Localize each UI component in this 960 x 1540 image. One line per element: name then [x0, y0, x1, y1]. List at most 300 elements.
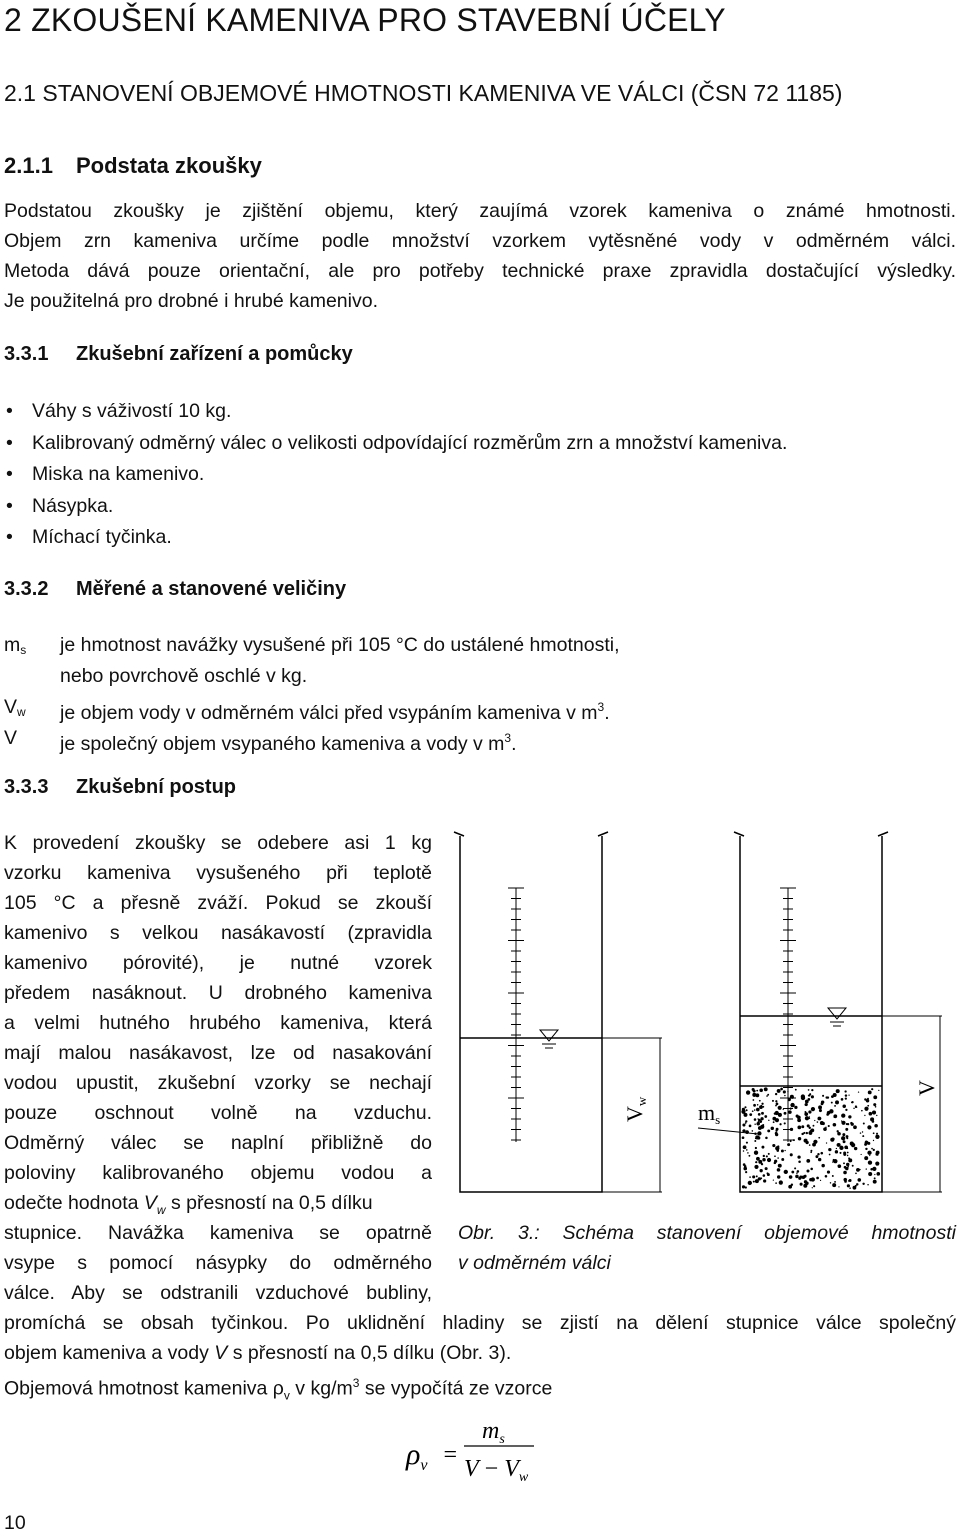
aggregate-grain — [811, 1089, 813, 1091]
aggregate-grain — [761, 1146, 764, 1149]
aggregate-grain — [834, 1105, 836, 1107]
aggregate-grain — [779, 1180, 783, 1184]
aggregate-grain — [847, 1166, 849, 1168]
aggregate-grain — [781, 1158, 784, 1161]
aggregate-grain — [745, 1122, 747, 1124]
procedure-line: poloviny kalibrovaného objemu vodou a — [4, 1162, 432, 1184]
procedure-line: mají malou nasákavost, lze od nasakování — [4, 1042, 432, 1064]
intro-paragraph — [4, 196, 956, 316]
aggregate-grain — [756, 1122, 759, 1125]
subsection-number: 3.3.1 — [4, 343, 49, 365]
procedure-line: předem nasáknout. U drobného kameniva — [4, 982, 432, 1004]
aggregate-grain — [876, 1135, 877, 1136]
aggregate-grain — [804, 1111, 806, 1113]
aggregate-grain — [869, 1155, 870, 1156]
aggregate-grain — [756, 1157, 760, 1161]
aggregate-grain — [830, 1182, 831, 1183]
aggregate-grain — [743, 1145, 747, 1149]
aggregate-grain — [774, 1155, 776, 1157]
symbol: $V_w$ — [4, 696, 26, 719]
intro-line: Je použitelná pro drobné i hrubé kamenivo. — [4, 290, 378, 312]
intro-line: Objem zrn kameniva určíme podle množství vzorkem vytěsněné vody v odměrném válci. — [4, 230, 956, 252]
cylinder-diagram — [440, 822, 956, 1212]
aggregate-grain — [816, 1177, 819, 1180]
aggregate-grain — [795, 1175, 799, 1179]
aggregate-grain — [775, 1093, 777, 1095]
subsection-heading-quantities — [4, 578, 346, 601]
aggregate-grain — [835, 1150, 838, 1153]
aggregate-grain — [818, 1158, 821, 1161]
aggregate-grain — [843, 1171, 847, 1175]
aggregate-grain — [853, 1108, 854, 1109]
formula-lhs: $\rho_v$ — [406, 1438, 428, 1474]
subsection-title: Zkušební zařízení a pomůcky — [76, 343, 353, 365]
aggregate-grain — [848, 1095, 849, 1096]
aggregate-grain — [800, 1183, 803, 1186]
aggregate-grain — [862, 1135, 864, 1137]
aggregate-grain — [784, 1112, 787, 1115]
aggregate-grain — [748, 1181, 752, 1185]
aggregate-grain — [774, 1112, 776, 1114]
aggregate-grain — [832, 1183, 836, 1187]
aggregate-grain — [811, 1177, 815, 1181]
aggregate-grain — [766, 1155, 768, 1157]
aggregate-grain — [756, 1175, 758, 1177]
aggregate-grain — [772, 1144, 775, 1147]
aggregate-grain — [804, 1112, 808, 1116]
aggregate-grain — [867, 1125, 871, 1129]
procedure-line: Objemová hmotnost kameniva $\rho_v$ v $kg/m^3$ se vypočítá ze vzorce — [4, 1376, 553, 1403]
aggregate-grain — [873, 1095, 877, 1099]
aggregate-grain — [848, 1158, 852, 1162]
aggregate-grain — [784, 1150, 785, 1151]
aggregate-grain — [755, 1147, 757, 1149]
aggregate-grain — [752, 1130, 754, 1132]
aggregate-grain — [742, 1136, 745, 1139]
aggregate-grain — [759, 1100, 761, 1102]
aggregate-grain — [768, 1120, 769, 1121]
aggregate-grain — [748, 1155, 750, 1157]
aggregate-grain — [781, 1149, 784, 1152]
aggregate-grain — [861, 1110, 863, 1112]
aggregate-grain — [797, 1155, 800, 1158]
aggregate-grain — [874, 1177, 876, 1179]
formula-numerator: $m_s$ — [482, 1418, 505, 1447]
aggregate-grain — [746, 1109, 748, 1111]
aggregate-grain — [841, 1120, 842, 1121]
aggregate-grain — [829, 1109, 833, 1113]
subsection-heading-principle — [4, 153, 262, 179]
aggregate-grain — [821, 1102, 824, 1105]
aggregate-grain — [873, 1149, 875, 1151]
aggregate-grain — [872, 1167, 876, 1171]
aggregate-grain — [777, 1157, 779, 1159]
list-item: • Kalibrovaný odměrný válec o velikosti odpovídající rozměrům zrn a množství kameniva. — [4, 428, 787, 460]
aggregate-grain — [837, 1130, 839, 1132]
aggregate-grain — [866, 1168, 867, 1169]
aggregate-grain — [849, 1187, 851, 1189]
aggregate-grain — [768, 1153, 770, 1155]
aggregate-grain — [838, 1164, 842, 1168]
aggregate-grain — [806, 1159, 810, 1163]
procedure-line: stupnice. Navážka kameniva se opatrně — [4, 1222, 432, 1244]
aggregate-grain — [773, 1180, 774, 1181]
aggregate-grain — [871, 1148, 873, 1150]
procedure-line: vodou upustit, zkušební vzorky se nechají — [4, 1072, 432, 1094]
aggregate-grain — [845, 1094, 847, 1096]
aggregate-grain — [867, 1151, 871, 1155]
aggregate-grain — [847, 1155, 849, 1157]
aggregate-grain — [805, 1103, 808, 1106]
aggregate-grain — [797, 1170, 800, 1173]
aggregate-grain — [767, 1129, 770, 1132]
aggregate-grain — [846, 1163, 849, 1166]
aggregate-grain — [790, 1103, 794, 1107]
aggregate-grain — [777, 1175, 780, 1178]
aggregate-grain — [746, 1149, 748, 1151]
aggregate-grain — [843, 1162, 845, 1164]
aggregate-grain — [843, 1140, 846, 1143]
aggregate-grain — [796, 1115, 799, 1118]
aggregate-grain — [776, 1103, 779, 1106]
aggregate-grain — [805, 1116, 809, 1120]
aggregate-grain — [793, 1139, 795, 1141]
aggregate-grain — [843, 1178, 847, 1182]
aggregate-grain — [817, 1153, 819, 1155]
aggregate-grain — [846, 1135, 849, 1138]
aggregate-grain — [777, 1168, 781, 1172]
aggregate-grain — [868, 1172, 872, 1176]
aggregate-grain — [747, 1152, 749, 1154]
aggregate-grain — [821, 1164, 824, 1167]
aggregate-grain — [754, 1124, 755, 1125]
aggregate-grain — [820, 1180, 821, 1181]
aggregate-grain — [764, 1087, 768, 1091]
subsection-title: Měřené a stanovené veličiny — [76, 578, 347, 600]
formula-denominator: $V - V_w$ — [464, 1456, 529, 1485]
aggregate-grain — [837, 1132, 841, 1136]
aggregate-grain — [749, 1176, 751, 1178]
aggregate-grain — [836, 1148, 837, 1149]
aggregate-grain — [752, 1110, 754, 1112]
aggregate-grain — [868, 1090, 872, 1094]
aggregate-grain — [777, 1145, 779, 1147]
aggregate-grain — [825, 1127, 826, 1128]
aggregate-grain — [841, 1136, 845, 1140]
aggregate-grain — [762, 1124, 764, 1126]
aggregate-grain — [754, 1109, 756, 1111]
aggregate-grain — [760, 1177, 762, 1179]
procedure-line: vsype s pomocí násypky do odměrného — [4, 1252, 432, 1274]
aggregate-grain — [833, 1093, 837, 1097]
aggregate-grain — [868, 1160, 872, 1164]
aggregate-grain — [875, 1153, 878, 1156]
aggregate-grain — [841, 1098, 844, 1101]
aggregate-grain — [788, 1098, 791, 1101]
aggregate-grain — [810, 1128, 814, 1132]
aggregate-grain — [755, 1179, 759, 1183]
aggregate-grain — [828, 1125, 830, 1127]
aggregate-grain — [809, 1127, 811, 1129]
aggregate-grain — [790, 1140, 792, 1142]
aggregate-grain — [870, 1117, 874, 1121]
aggregate-grain — [773, 1127, 774, 1128]
list-item: • Miska na kamenivo. — [4, 459, 787, 491]
aggregate-grain — [775, 1133, 778, 1136]
aggregate-grain — [861, 1154, 862, 1155]
procedure-line: K provedení zkoušky se odebere asi 1 kg — [4, 832, 432, 854]
aggregate-grain — [873, 1180, 877, 1184]
aggregate-grain — [775, 1118, 779, 1122]
aggregate-grain — [825, 1096, 827, 1098]
aggregate-grain — [801, 1133, 803, 1135]
aggregate-grain — [875, 1106, 877, 1108]
aggregate-grain — [743, 1167, 747, 1171]
aggregate-grain — [832, 1175, 834, 1177]
aggregate-grain — [862, 1183, 864, 1185]
procedure-line: vzorku kameniva vysušeného při teplotě — [4, 862, 432, 884]
aggregate-grain — [773, 1121, 775, 1123]
aggregate-grain — [871, 1088, 873, 1090]
aggregate-grain — [848, 1115, 851, 1118]
caption-line: Obr. 3.: Schéma stanovení objemové hmotnosti — [458, 1222, 956, 1244]
aggregate-grain — [783, 1090, 786, 1093]
aggregate-grain — [791, 1184, 793, 1186]
aggregate-grain — [847, 1184, 850, 1187]
aggregate-grain — [791, 1171, 794, 1174]
aggregate-grain — [790, 1153, 793, 1156]
procedure-continued — [4, 1308, 956, 1403]
aggregate-grain — [787, 1143, 790, 1146]
aggregate-grain — [813, 1185, 815, 1187]
aggregate-grain — [760, 1117, 763, 1120]
aggregate-grain — [834, 1181, 836, 1183]
aggregate-grain — [845, 1097, 847, 1099]
aggregate-grain — [742, 1123, 745, 1126]
aggregate-grain — [754, 1151, 758, 1155]
aggregate-grain — [867, 1142, 870, 1145]
aggregate-grain — [853, 1186, 857, 1190]
aggregate-grain — [860, 1132, 861, 1133]
aggregate-grain — [761, 1163, 763, 1165]
aggregate-grain — [864, 1156, 868, 1160]
aggregate-grain — [811, 1107, 815, 1111]
definition-text: je objem vody v odměrném válci před vsypáním kameniva v $m^3$. — [60, 700, 610, 724]
aggregate-grain — [831, 1102, 833, 1104]
aggregate-grain — [838, 1186, 839, 1187]
aggregate-grain — [795, 1089, 797, 1091]
page-number: 10 — [4, 1512, 26, 1534]
aggregate-grain — [811, 1095, 814, 1098]
aggregate-grain — [745, 1120, 747, 1122]
aggregate-grain — [761, 1103, 763, 1105]
aggregate-grain — [808, 1089, 810, 1091]
aggregate-grain — [778, 1164, 782, 1168]
aggregate-grain — [814, 1120, 815, 1121]
aggregate-grain — [756, 1090, 758, 1092]
aggregate-grain — [809, 1118, 810, 1119]
aggregate-grain — [752, 1088, 755, 1091]
aggregate-grain — [746, 1142, 748, 1144]
subsection-title: Zkušební postup — [76, 776, 236, 798]
subsection-heading-procedure — [4, 776, 236, 799]
aggregate-grain — [812, 1187, 813, 1188]
aggregate-grain — [778, 1106, 782, 1110]
subsection-number: 3.3.3 — [4, 776, 49, 798]
aggregate-grain — [842, 1105, 845, 1108]
aggregate-grain — [833, 1114, 837, 1118]
intro-line: Metoda dává pouze orientační, ale pro potřeby technické praxe zpravidla dostačující výsledky. — [4, 260, 956, 282]
ms-label: ms — [698, 1100, 721, 1127]
definition-text: je společný objem vsypaného kameniva a vody v $m^3$. — [60, 731, 517, 755]
aggregate-grain — [846, 1123, 848, 1125]
aggregate-grain — [767, 1094, 769, 1096]
symbol: V — [4, 727, 18, 749]
aggregate-grain — [743, 1150, 745, 1152]
aggregate-grain — [757, 1136, 760, 1139]
aggregate-grain — [789, 1175, 793, 1179]
aggregate-grain — [742, 1130, 744, 1132]
aggregate-grain — [798, 1160, 801, 1163]
aggregate-grain — [876, 1133, 878, 1135]
subsection-title: Podstata zkoušky — [76, 153, 262, 178]
aggregate-grain — [844, 1090, 846, 1092]
aggregate-grain — [872, 1110, 876, 1114]
aggregate-grain — [875, 1162, 879, 1166]
procedure-line: kamenivo s velkou nasákavostí (zpravidla — [4, 922, 432, 944]
aggregate-grain — [767, 1173, 770, 1176]
aggregate-grain — [813, 1125, 815, 1127]
aggregate-grain — [878, 1090, 879, 1091]
aggregate-grain — [827, 1171, 830, 1174]
aggregate-grain — [790, 1128, 793, 1131]
figure-caption — [458, 1218, 956, 1278]
aggregate-grain — [780, 1088, 783, 1091]
aggregate-grain — [820, 1117, 822, 1119]
symbol: $m_s$ — [4, 634, 27, 657]
aggregate-grain — [863, 1122, 865, 1124]
aggregate-grain — [864, 1115, 865, 1116]
list-item: • Váhy s váživostí 10 kg. — [4, 396, 787, 428]
aggregate-grain — [794, 1106, 797, 1109]
aggregate-fill — [741, 1087, 880, 1189]
chapter-heading: 2 ZKOUŠENÍ KAMENIVA PRO STAVEBNÍ ÚČELY — [4, 2, 726, 38]
ms-leader — [698, 1128, 758, 1134]
aggregate-grain — [772, 1100, 774, 1102]
aggregate-grain — [851, 1123, 854, 1126]
procedure-line: odečte hodnota $V_w$ s přesností na 0,5 dílku — [4, 1192, 373, 1217]
procedure-line: 105 °C a přesně zváží. Pokud se zkouší — [4, 892, 432, 914]
caption-line: v odměrném válci — [458, 1252, 611, 1274]
aggregate-grain — [869, 1112, 873, 1116]
aggregate-grain — [857, 1178, 861, 1182]
aggregate-grain — [856, 1106, 858, 1108]
procedure-line: kamenivo pórovité), je nutné vzorek — [4, 952, 432, 974]
aggregate-grain — [784, 1095, 785, 1096]
aggregate-grain — [850, 1142, 854, 1146]
aggregate-grain — [754, 1140, 756, 1142]
aggregate-grain — [862, 1131, 863, 1132]
aggregate-grain — [775, 1100, 777, 1102]
v-dimension — [882, 1016, 942, 1192]
aggregate-grain — [833, 1159, 836, 1162]
aggregate-grain — [783, 1109, 784, 1110]
list-item: • Míchací tyčinka. — [4, 522, 787, 554]
aggregate-grain — [865, 1148, 867, 1150]
aggregate-grain — [767, 1158, 771, 1162]
aggregate-grain — [806, 1169, 809, 1172]
procedure-line: válce. Aby se odstranili vzduchové bubliny, — [4, 1282, 432, 1304]
formula-equals: = — [442, 1442, 459, 1468]
aggregate-grain — [843, 1153, 846, 1156]
aggregate-grain — [744, 1113, 748, 1117]
aggregate-grain — [826, 1142, 827, 1143]
aggregate-grain — [762, 1158, 765, 1161]
aggregate-grain — [796, 1172, 798, 1174]
aggregate-grain — [812, 1143, 816, 1147]
aggregate-grain — [759, 1169, 762, 1172]
aggregate-grain — [797, 1125, 801, 1129]
aggregate-grain — [787, 1091, 788, 1092]
aggregate-grain — [754, 1165, 758, 1169]
aggregate-grain — [761, 1112, 764, 1115]
aggregate-grain — [757, 1104, 759, 1106]
aggregate-grain — [753, 1181, 755, 1183]
aggregate-grain — [742, 1185, 745, 1188]
aggregate-grain — [746, 1090, 750, 1094]
left-cylinder — [454, 832, 608, 1192]
procedure-line: a velmi hutného hrubého kameniva, která — [4, 1012, 432, 1034]
subsection-number: 3.3.2 — [4, 578, 49, 600]
aggregate-grain — [835, 1100, 839, 1104]
aggregate-grain — [809, 1132, 812, 1135]
aggregate-grain — [757, 1131, 761, 1135]
aggregate-grain — [820, 1152, 823, 1155]
aggregate-grain — [806, 1132, 808, 1134]
subsection-heading-equipment — [4, 343, 353, 366]
definition-text: je hmotnost navážky vysušené při 105 °C do ustálené hmotnosti, — [60, 634, 620, 656]
aggregate-grain — [784, 1170, 788, 1174]
aggregate-grain — [775, 1182, 777, 1184]
aggregate-grain — [809, 1144, 811, 1146]
aggregate-grain — [797, 1118, 801, 1122]
aggregate-grain — [815, 1155, 818, 1158]
equipment-list — [4, 396, 787, 554]
aggregate-grain — [763, 1155, 765, 1157]
aggregate-grain — [805, 1141, 808, 1144]
aggregate-grain — [847, 1152, 849, 1154]
intro-line: Podstatou zkoušky je zjištění objemu, který zaujímá vzorek kameniva o známé hmotnosti. — [4, 200, 956, 222]
aggregate-grain — [758, 1133, 759, 1134]
aggregate-grain — [867, 1105, 869, 1107]
aggregate-grain — [853, 1125, 857, 1129]
aggregate-grain — [874, 1174, 875, 1175]
aggregate-grain — [777, 1089, 781, 1093]
aggregate-grain — [837, 1143, 840, 1146]
aggregate-grain — [842, 1133, 845, 1136]
aggregate-grain — [763, 1174, 766, 1177]
aggregate-grain — [788, 1110, 792, 1114]
aggregate-grain — [749, 1113, 752, 1116]
aggregate-grain — [765, 1137, 768, 1140]
aggregate-grain — [775, 1130, 777, 1132]
aggregate-grain — [839, 1152, 841, 1154]
aggregate-grain — [876, 1172, 880, 1176]
aggregate-grain — [866, 1099, 869, 1102]
aggregate-grain — [758, 1113, 761, 1116]
density-formula — [404, 1412, 564, 1496]
aggregate-grain — [836, 1090, 839, 1093]
